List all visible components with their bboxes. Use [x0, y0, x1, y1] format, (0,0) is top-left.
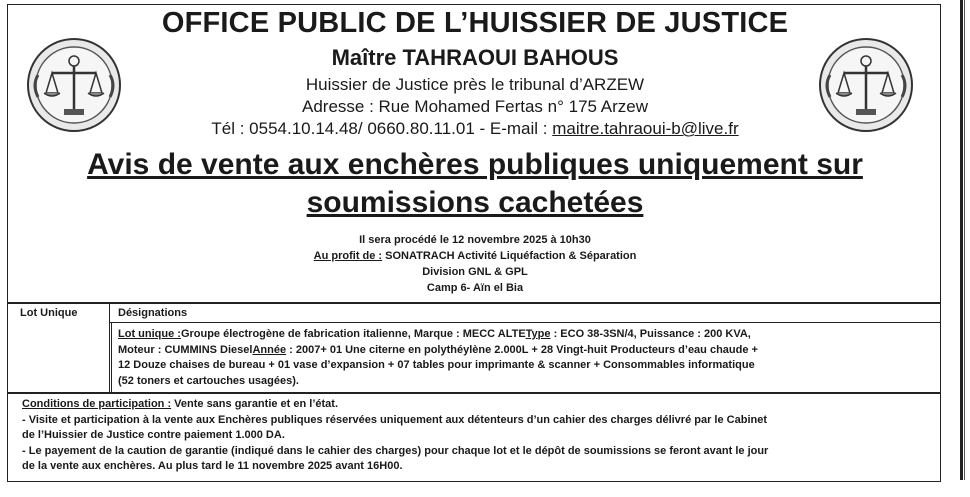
page-edge-rule	[960, 0, 963, 480]
desc-text: (52 toners et cartouches usagées).	[118, 374, 299, 387]
conditions-label: Conditions de participation :	[22, 398, 172, 410]
office-title: OFFICE PUBLIC DE L’HUISSIER DE JUSTICE	[161, 7, 789, 39]
annee-label: Année	[252, 343, 287, 356]
profit-line	[8, 250, 942, 262]
profit-label: Au profit de :	[313, 250, 383, 262]
phone-text: Tél : 0554.10.14.48/ 0660.80.11.01 - E-mail :	[211, 119, 553, 138]
desc-text: : ECO 38-3SN/4, Puissance : 200 KVA,	[550, 328, 751, 340]
table-bottom-border	[8, 392, 940, 394]
camp-line: Camp 6- Aïn el Bia	[426, 282, 524, 294]
role-line: Huissier de Justice près le tribunal d’ARZEW	[305, 75, 645, 94]
notice-frame	[7, 4, 941, 482]
desc-text: 12 Douze chaises de bureau + 01 vase d’expansion + 07 tables pour imprimante & scanner + Consommables informatique	[118, 359, 755, 371]
notice-title-line2: soumissions cachetées	[306, 186, 644, 219]
type-label: Type	[525, 328, 551, 340]
desc-text: Groupe électrogène de fabrication italienne, Marque : MECC ALTE	[180, 328, 526, 340]
date-line: Il sera procédé le 12 novembre 2025 à 10h30	[359, 234, 591, 246]
notice-title-line1: Avis de vente aux enchères publiques uniquement sur	[87, 148, 863, 181]
email-link[interactable]: maitre.tahraoui-b@live.fr	[552, 119, 739, 138]
condition-item: - Le payement de la caution de garantie (indiqué dans le cahier des charges) pour chaque lot et le dépôt de soumissions se feront avant le jour	[22, 444, 769, 457]
maitre-name: Maître TAHRAOUI BAHOUS	[331, 45, 619, 70]
desc-text: : 2007+ 01 Une citerne en polythéylène 2.000L + 28 Vingt-huit Producteurs d’eau chaude +	[286, 343, 758, 356]
contact-line	[8, 119, 942, 139]
conditions-intro: Vente sans garantie et en l’état.	[171, 398, 339, 410]
table-column-divider	[109, 302, 110, 392]
table-header-divider	[110, 322, 940, 323]
condition-item: de l’Huissier de Justice contre paiement 1.000 DA.	[22, 429, 285, 441]
desc-label: Lot unique :	[118, 328, 181, 340]
address-line: Adresse : Rue Mohamed Fertas n° 175 Arzew	[301, 97, 649, 116]
condition-item: - Visite et participation à la vente aux Enchères publiques réservées uniquement aux détenteurs d’un cahier des charges délivré par le Cabinet	[22, 413, 767, 426]
lot-description	[118, 327, 933, 389]
page-edge-rule-thin	[964, 0, 965, 480]
table-column-divider-inner	[111, 323, 112, 392]
profit-value: SONATRACH Activité Liquéfaction & Séparation	[382, 250, 637, 262]
desc-text: Moteur : CUMMINS Diesel	[118, 343, 253, 356]
division-line: Division GNL & GPL	[422, 266, 528, 278]
table-top-border	[8, 302, 940, 304]
conditions-block	[22, 397, 934, 475]
col-header-lot: Lot Unique	[20, 307, 78, 319]
condition-item: de la vente aux enchères. Au plus tard le 11 novembre 2025 avant 16H00.	[22, 460, 403, 472]
col-header-designations: Désignations	[118, 307, 188, 319]
